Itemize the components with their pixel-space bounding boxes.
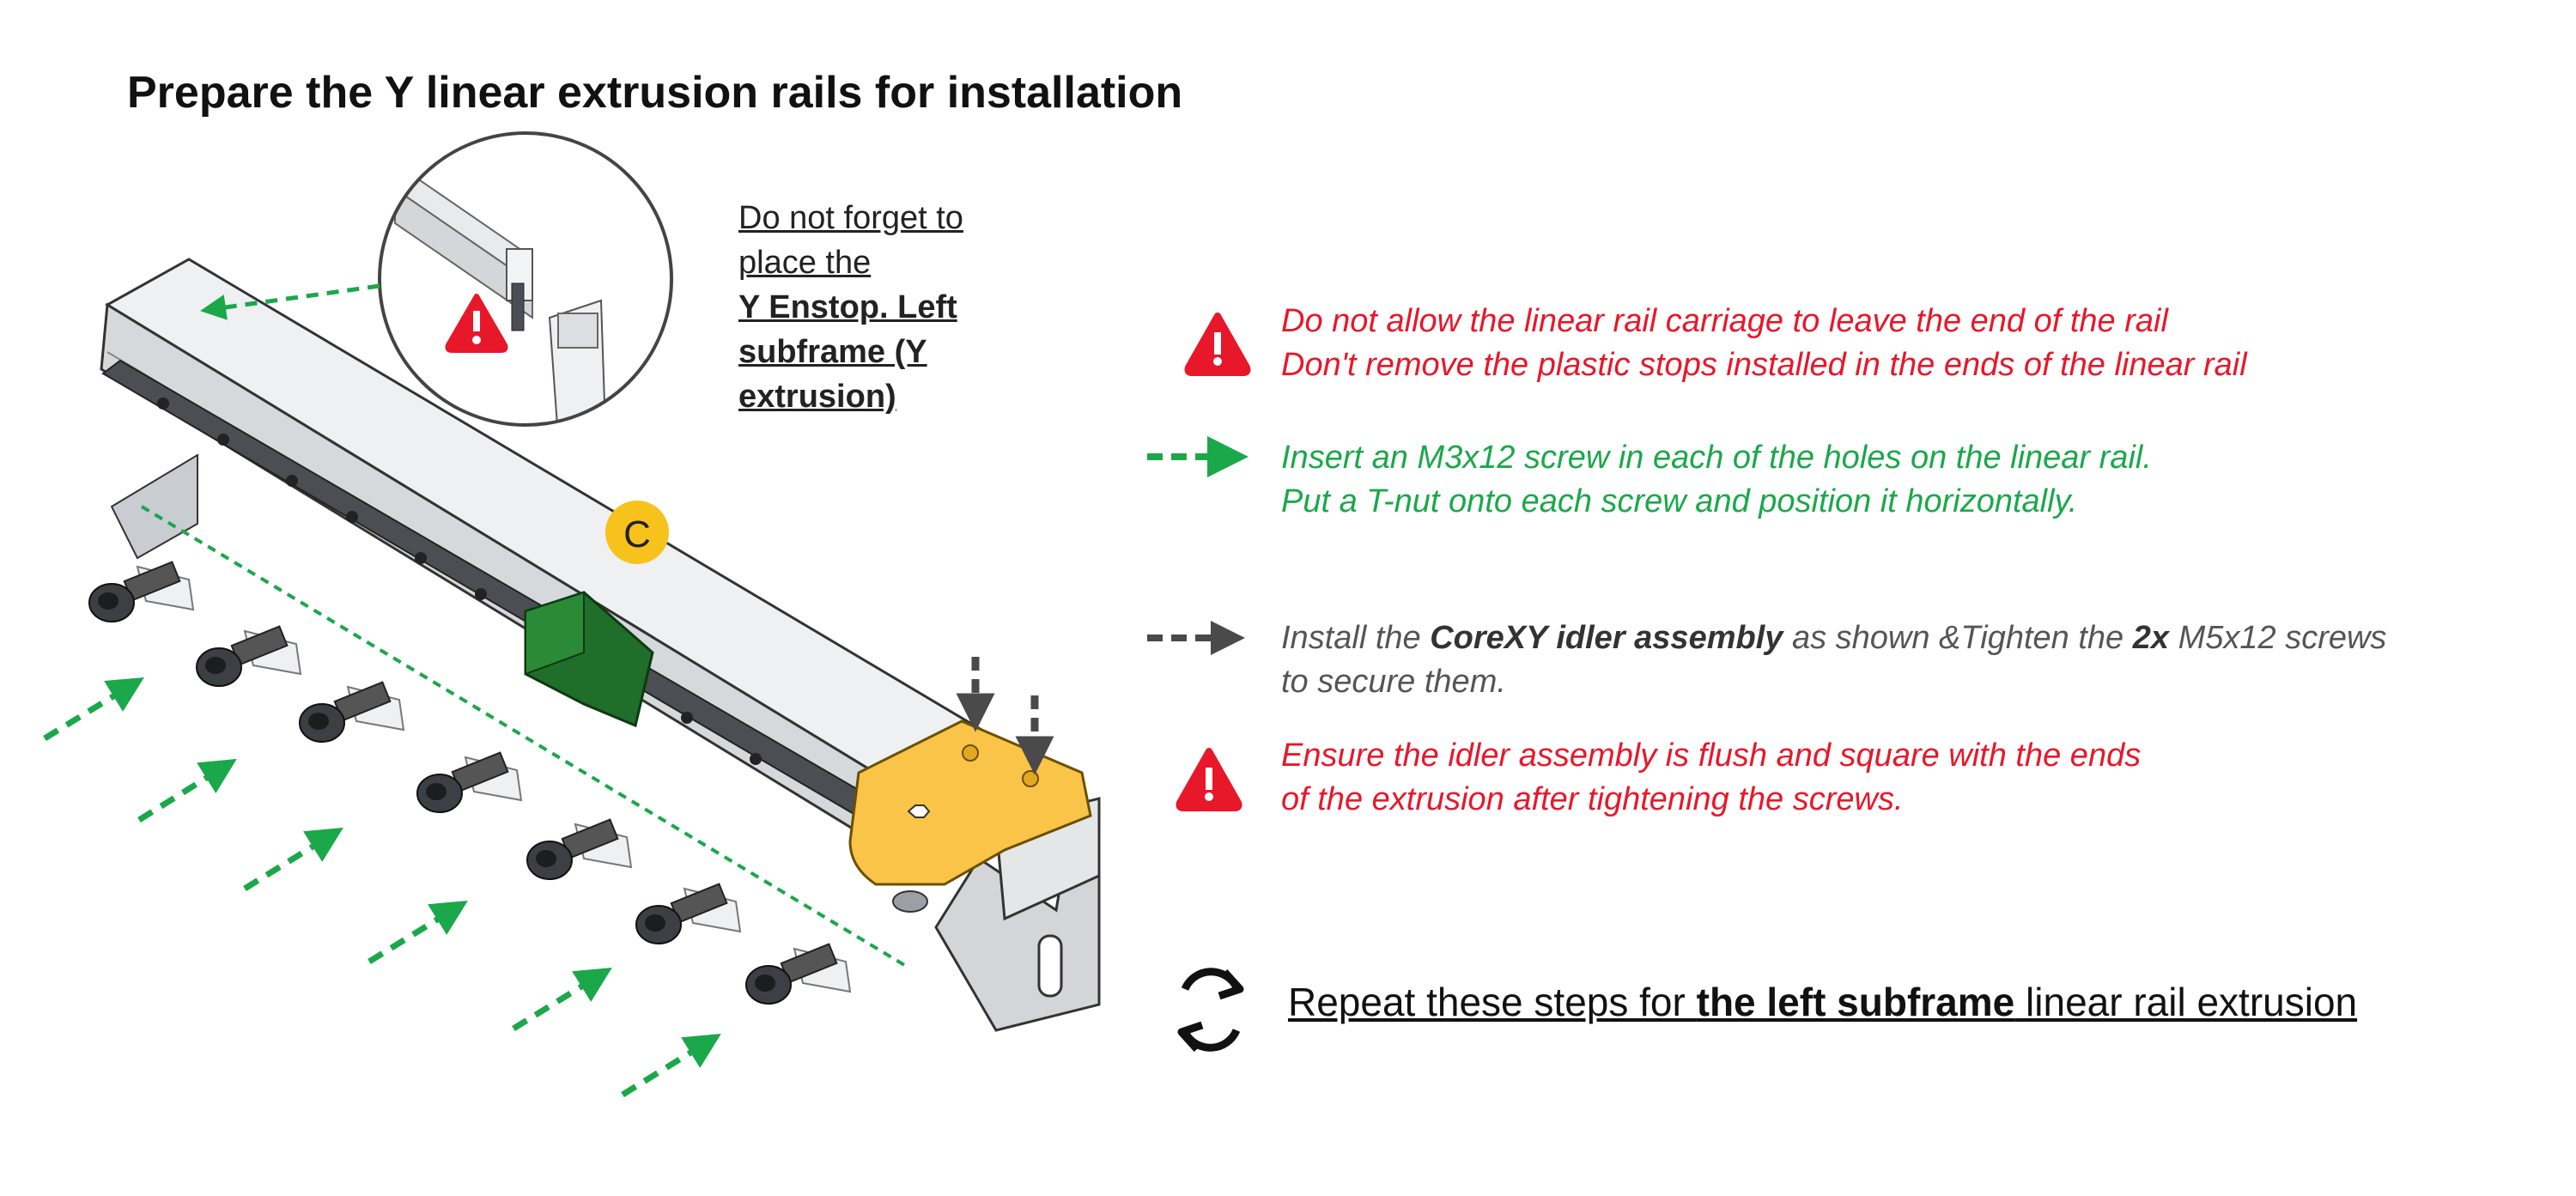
- screw-tnut-5: [527, 820, 631, 879]
- idler-install-line-1: [1281, 616, 2386, 660]
- screw-tnut-6: [636, 884, 740, 944]
- warning-note-flush-line-1: Ensure the idler assembly is flush and square with the ends: [1281, 738, 2142, 774]
- screw-insert-line-1: Insert an M3x12 screw in each of the holes on the linear rail.: [1281, 440, 2152, 476]
- warning-icon: [1188, 316, 1248, 373]
- idler-install-line-2: to secure them.: [1281, 664, 1506, 700]
- warning-note-flush-line-2: of the extrusion after tightening the screws.: [1281, 781, 1904, 817]
- idler-bold-2: 2x: [2132, 620, 2170, 656]
- idler-bold-1: CoreXY idler assembly: [1430, 620, 1783, 656]
- page-title: Prepare the Y linear extrusion rails for installation: [127, 68, 1183, 118]
- repeat-prefix: Repeat these steps for: [1288, 980, 1697, 1024]
- repeat-icon: [1182, 972, 1240, 1049]
- position-badge: [605, 501, 669, 564]
- idler-install-note: [1281, 616, 2386, 704]
- repeat-instruction: [1288, 979, 2357, 1025]
- idler-text-1: Install the: [1281, 620, 1431, 656]
- badge-letter: C: [623, 513, 651, 556]
- screw-tnut-3: [300, 683, 404, 742]
- screw-insert-note: [1281, 436, 2152, 524]
- screw-tnut-4: [417, 753, 521, 812]
- repeat-bold: the left subframe: [1696, 980, 2015, 1024]
- reminder-line-1: Do not forget to: [738, 200, 963, 236]
- idler-text-2: as shown &Tighten the: [1783, 620, 2133, 656]
- screw-tnut-1: [89, 562, 193, 622]
- repeat-suffix: linear rail extrusion: [2014, 980, 2358, 1024]
- screw-tnut-2: [197, 627, 301, 686]
- endstop-reminder: [738, 196, 1022, 419]
- endstop-zoom-inset: [380, 133, 671, 438]
- reminder-line-2: place the: [738, 245, 872, 281]
- corexy-idler-assembly: [850, 721, 1099, 1030]
- warning-note-rail-line-1: Do not allow the linear rail carriage to leave the end of the rail: [1281, 303, 2168, 339]
- warning-note-rail-line-2: Don't remove the plastic stops installed in the ends of the linear rail: [1281, 347, 2247, 383]
- warning-note-flush: [1281, 734, 2141, 822]
- warning-note-rail: [1281, 300, 2247, 387]
- screw-tnut-7: [746, 944, 850, 1004]
- idler-text-3: M5x12 screws: [2169, 620, 2387, 656]
- insertion-arrows: [45, 687, 706, 1095]
- reminder-bold-3: extrusion): [738, 379, 896, 415]
- screw-insert-line-2: Put a T-nut onto each screw and position it horizontally.: [1281, 483, 2078, 519]
- reminder-bold-1: Y Enstop. Left: [738, 289, 957, 325]
- warning-icon: [1180, 751, 1239, 808]
- reminder-bold-2: subframe (Y: [738, 334, 927, 370]
